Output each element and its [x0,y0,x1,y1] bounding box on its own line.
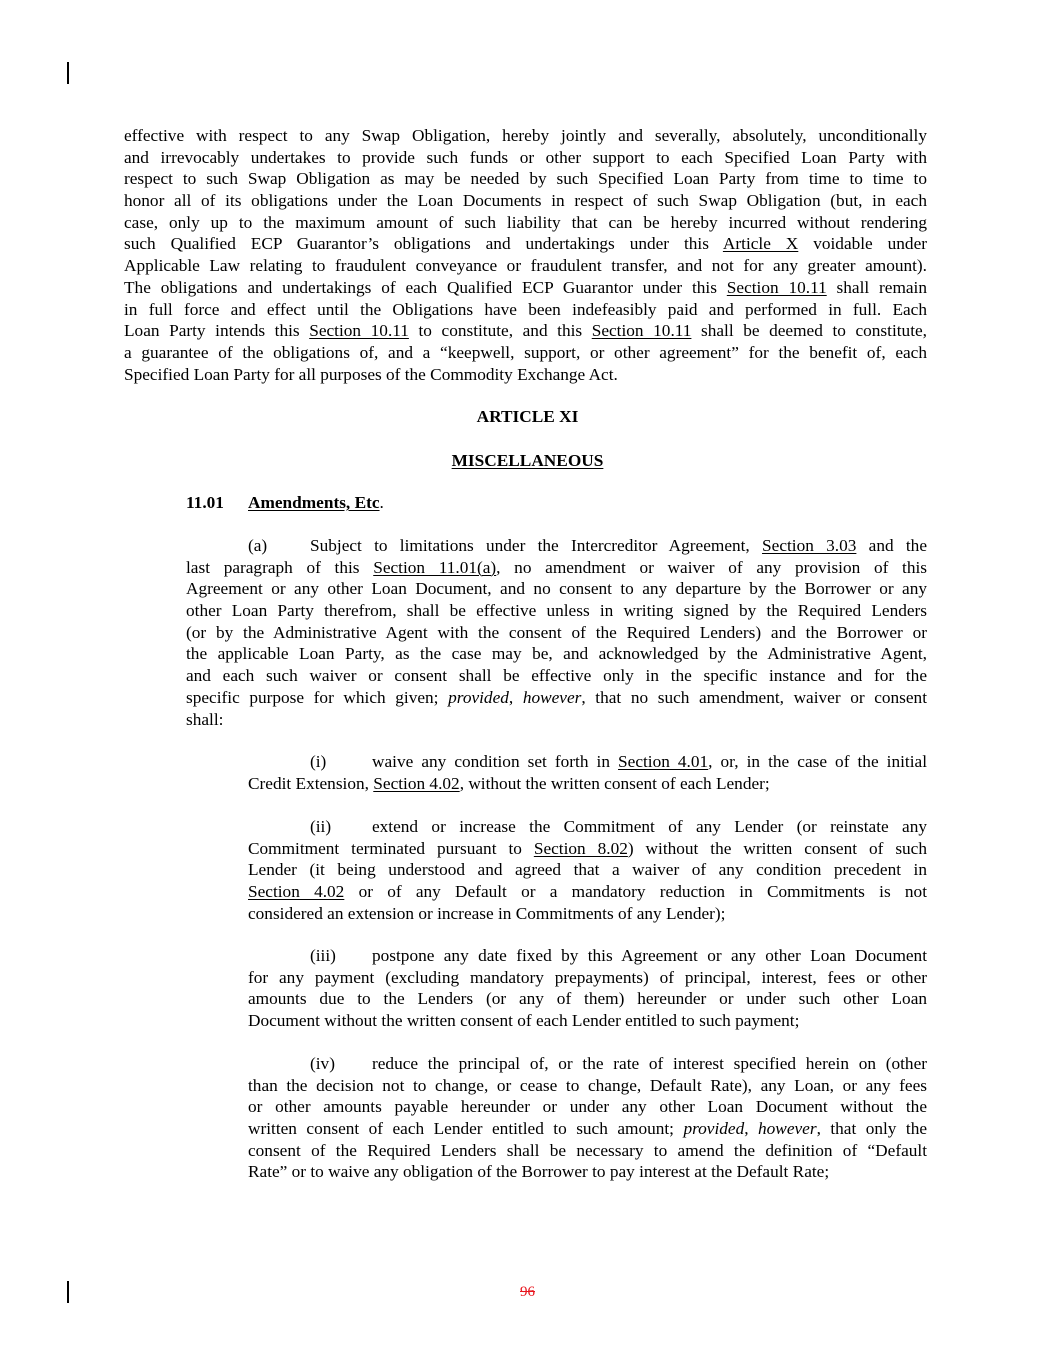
italic-term: provided [448,687,509,707]
text-line: in full force and effect until the Obligations have been indefeasibly paid and performed in full. Each [124,299,927,319]
text-line [124,277,927,299]
text-line: considered an extension or increase in Commitments of any Lender); [248,903,726,923]
cross-reference-section-4-02[interactable]: Section 4.02 [248,882,345,902]
continuation-paragraph [124,125,927,385]
clause-i [248,751,927,794]
section-heading [186,493,384,513]
text: voidable under [798,234,927,254]
text-line [186,687,927,709]
text-line [248,751,927,773]
article-heading: ARTICLE XI [476,407,579,426]
text-line [248,945,927,967]
text-line: amounts due to the Lenders (or any of them) hereunder or under such other Loan [248,989,927,1009]
cross-reference-section-4-01[interactable]: Section 4.01 [618,752,709,771]
clause-label: (ii) [310,817,332,836]
text-line: shall: [186,709,224,729]
text-line: and irrevocably undertakes to provide such funds or other support to each Specified Loan Party with [124,147,927,167]
text: , or, in the case of the initial [708,752,927,771]
cross-reference-section-8-02[interactable]: Section 8.02 [533,838,628,858]
text: postpone any date fixed by this Agreement or any other Loan Document [372,946,927,965]
text-line [248,1053,927,1075]
text: The obligations and undertakings of each Qualified ECP Guarantor under this [124,277,727,297]
text-line [186,557,927,579]
text: , that no such amendment, waiver or consent [581,687,927,707]
paragraph-label: (a) [248,536,268,555]
cross-reference-section-10-11[interactable]: Section 10.11 [309,321,409,341]
text: waive any condition set forth in [372,752,619,771]
text: reduce the principal of, or the rate of interest specified herein on (other [372,1054,927,1073]
text: written consent of each Lender entitled to such amount; [248,1119,684,1139]
text: and the [856,536,927,555]
text: Commitment terminated pursuant to [248,838,534,858]
text-line [186,535,927,557]
text: , without the written consent of each Lender; [459,773,770,793]
text: , [508,687,523,707]
italic-term: however [522,687,582,707]
text-line [248,773,927,795]
text: Loan Party intends this [124,321,310,341]
cross-reference-article-x[interactable]: Article X [722,234,799,254]
change-bar-top [67,62,69,84]
text-line: Specified Loan Party for all purposes of the Commodity Exchange Act. [124,364,618,384]
text-line: and each such waiver or consent shall be effective only in the specific instance and for the [186,666,927,686]
section-number: 11.01 [186,493,224,512]
text-line: (or by the Administrative Agent with the consent of the Required Lenders) and the Borrower or [186,622,927,642]
text-line: consent of the Required Lenders shall be necessary to amend the definition of “Default [248,1140,927,1160]
page-number: 96 [520,1284,535,1300]
clause-iii [248,945,927,1032]
text-line [248,838,927,860]
text-line: other Loan Party therefrom, shall be effective unless in writing signed by the Required Lenders [186,601,927,621]
cross-reference-section-3-03[interactable]: Section 3.03 [762,536,857,555]
text-line [124,233,927,255]
text: to constitute, and this [408,321,592,341]
text: extend or increase the Commitment of any Lender (or reinstate any [372,817,927,836]
text-line: or other amounts payable hereunder or under any other Loan Document without the [248,1097,927,1117]
text-line: for any payment (excluding mandatory prepayments) of principal, interest, fees or other [248,967,927,987]
text-line: than the decision not to change, or cease to change, Default Rate), any Loan, or any fees [248,1075,927,1095]
text-line: effective with respect to any Swap Obligation, hereby jointly and severally, absolutely, unconditionally [124,126,927,145]
clause-label: (i) [310,752,327,771]
text-line: the applicable Loan Party, as the case may be, and acknowledged by the Administrative Agent, [186,644,927,664]
italic-term: provided [683,1119,745,1139]
text: , [744,1119,759,1139]
text-line: honor all of its obligations under the Loan Documents in respect of such Swap Obligation (but, in each [124,191,927,211]
text-line: respect to such Swap Obligation as may be needed by such Specified Loan Party from time to time to [124,169,927,189]
text-line [248,816,927,838]
text: , that only the [816,1119,928,1139]
text: shall remain [826,277,928,297]
article-title-text: MISCELLANEOUS [451,451,604,470]
clause-ii [248,816,927,924]
text-line: Rate” or to waive any obligation of the Borrower to pay interest at the Default Rate; [248,1162,830,1182]
italic-term: however [758,1119,817,1139]
cross-reference-section-10-11[interactable]: Section 10.11 [591,321,692,341]
cross-reference-section-4-02[interactable]: Section 4.02 [373,773,460,793]
cross-reference-section-10-11[interactable]: Section 10.11 [726,277,827,297]
section-title: Amendments, Etc [248,493,380,512]
clause-label: (iii) [310,946,336,965]
text-line [124,320,927,342]
text-line: Document without the written consent of each Lender entitled to such payment; [248,1011,800,1031]
text-line [248,1118,927,1140]
text: or of any Default or a mandatory reduction in Commitments is not [344,882,927,902]
text: ) without the written consent of such [627,838,927,858]
text: specific purpose for which given; [186,687,449,707]
text: Subject to limitations under the Intercreditor Agreement, [310,536,763,555]
text-line: Lender (it being understood and agreed that a waiver of any condition precedent in [248,860,927,880]
text: , no amendment or waiver of any provision of this [496,557,928,577]
text: such Qualified ECP Guarantor’s obligations and undertakings under this [124,234,723,254]
text-line: case, only up to the maximum amount of such liability that can be hereby incurred without rendering [124,212,927,232]
text-line: Applicable Law relating to fraudulent conveyance or fraudulent transfer, and not for any greater amount). [124,256,927,276]
cross-reference-section-11-01a[interactable]: Section 11.01(a) [373,557,497,577]
clause-label: (iv) [310,1054,335,1073]
text-line: a guarantee of the obligations of, and a “keepwell, support, or other agreement” for the benefit of, each [124,342,927,362]
text-line: Agreement or any other Loan Document, and no consent to any departure by the Borrower or any [186,579,927,599]
text-line [248,881,927,903]
text: last paragraph of this [186,557,374,577]
section-title-suffix: . [379,493,384,512]
text: shall be deemed to constitute, [691,321,927,341]
paragraph-a [186,535,927,730]
text: Credit Extension, [248,773,374,793]
clause-iv [248,1053,927,1183]
article-title [0,451,1055,471]
